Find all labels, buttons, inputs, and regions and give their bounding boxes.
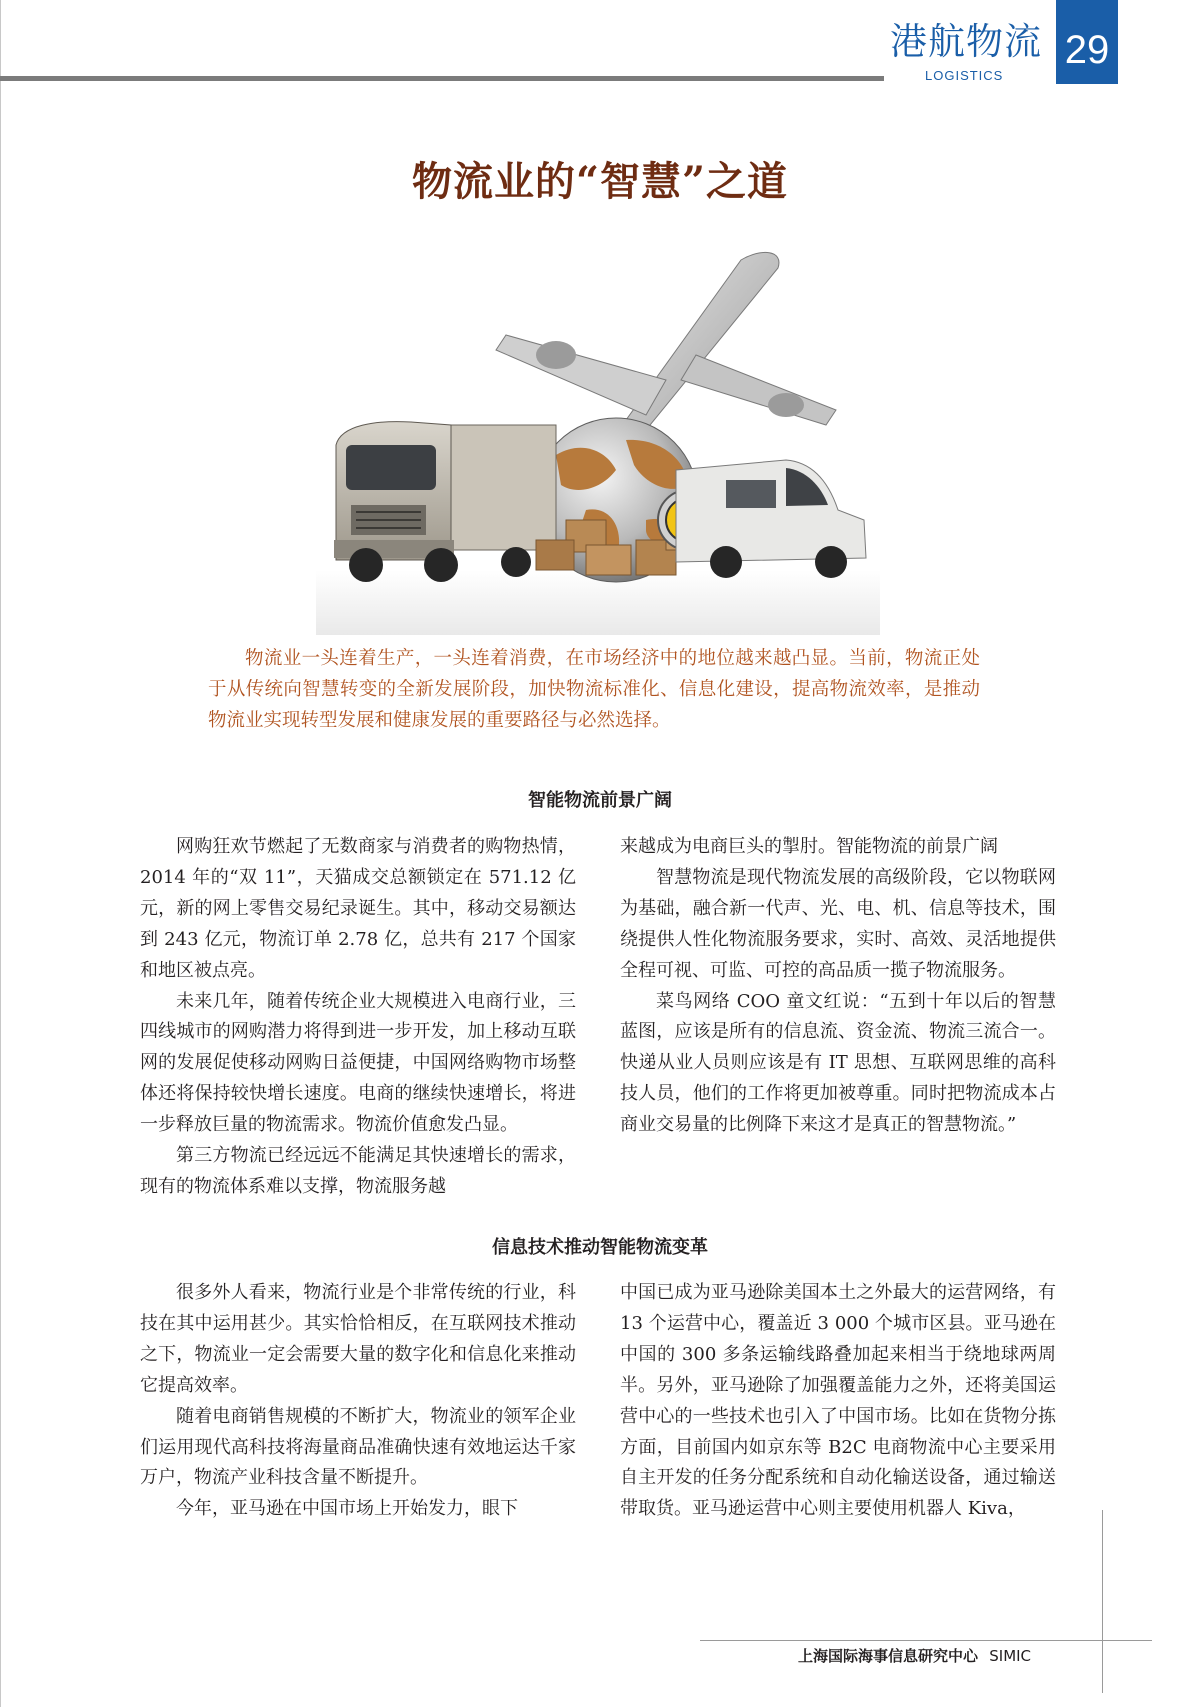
section2-left-column [140, 1278, 576, 1525]
magazine-title: 港航物流 [890, 20, 1042, 63]
section-heading-1: 智能物流前景广阔 [528, 790, 672, 811]
footer-organization: 上海国际海事信息研究中心 [798, 1647, 979, 1665]
footer [798, 1645, 1031, 1666]
paragraph: 未来几年，随着传统企业大规模进入电商行业，三四线城市的网购潜力将得到进一步开发，加上移动互联网的发展促使移动网购日益便捷，中国网络购物市场整体还将保持较快增长速度。电商的继续快速增长，将进一步释放巨量的物流需求。物流价值愈发凸显。 [140, 990, 576, 1136]
paragraph: 随着电商销售规模的不断扩大，物流业的领军企业们运用现代高科技将海量商品准确快速有效地运达千家万户，物流产业科技含量不断提升。 [140, 1405, 576, 1489]
paragraph: 菜鸟网络 COO 童文红说：“五到十年以后的智慧蓝图，应该是所有的信息流、资金流、物流三流合一。快递从业人员则应该是有 IT 思想、互联网思维的高科技人员，他们的工作将更加被尊重。同时把物流成本占商业交易量的比例降下来这才是真正的智慧物流。” [620, 990, 1056, 1136]
paragraph: 网购狂欢节燃起了无数商家与消费者的购物热情，2014 年的“双 11”，天猫成交总额锁定在 571.12 亿元，新的网上零售交易纪录诞生。其中，移动交易额达到 243 亿元，物流订单 2.78 亿，总共有 217 个国家和地区被点亮。 [140, 836, 576, 981]
article-title: 物流业的“智慧”之道 [411, 158, 788, 205]
lead-paragraph: 物流业一头连着生产，一头连着消费，在市场经济中的地位越来越凸显。当前，物流正处于从传统向智慧转变的全新发展阶段，加快物流标准化、信息化建设，提高物流效率，是推动物流业实现转型发展和健康发展的重要路径与必然选择。 [208, 648, 980, 731]
van-icon [676, 460, 866, 578]
footer-vertical-rule [1102, 1510, 1103, 1693]
paragraph-continued: 来越成为电商巨头的掣肘。智能物流的前景广阔 [620, 836, 998, 857]
paragraph: 很多外人看来，物流行业是个非常传统的行业，科技在其中运用甚少。其实恰恰相反，在互联网技术推动之下，物流业一定会需要大量的数字化和信息化来推动它提高效率。 [140, 1282, 576, 1396]
truck-icon [334, 422, 556, 582]
magazine-subtitle: LOGISTICS [925, 68, 1004, 83]
section1-left-column [140, 832, 576, 1203]
section2-right-column [620, 1278, 1056, 1525]
section-heading-2: 信息技术推动智能物流变革 [492, 1237, 708, 1258]
paragraph-continued: 中国已成为亚马逊除美国本土之外最大的运营网络，有 13 个运营中心，覆盖近 3 000 个城市区县。亚马逊在中国的 300 多条运输线路叠加起来相当于绕地球两周半。另外，亚马逊除了加强覆盖能力之外，还将美国运营中心的一些技术也引入了中国市场。比如在货物分拣方面，目前国内如京东等 B2C 电商物流中心主要采用自主开发的任务分配系统和自动化输送设备，通过输送带取货。亚马逊运营中心则主要使用机器人 Kiva， [620, 1282, 1056, 1520]
article-lead [208, 643, 980, 736]
section1-right-column [620, 832, 1056, 1141]
footer-rule [700, 1640, 1152, 1641]
paragraph: 第三方物流已经远远不能满足其快速增长的需求，现有的物流体系难以支撑，物流服务越 [140, 1145, 576, 1197]
header-rule [0, 76, 884, 81]
hero-logistics-image [316, 240, 880, 635]
footer-abbr: SIMIC [989, 1647, 1032, 1665]
paragraph: 智慧物流是现代物流发展的高级阶段，它以物联网为基础，融合新一代声、光、电、机、信息等技术，围绕提供人性化物流服务要求，实时、高效、灵活地提供全程可视、可监、可控的高品质一揽子物流服务。 [620, 866, 1056, 981]
page-number: 29 [1056, 0, 1118, 84]
paragraph: 今年，亚马逊在中国市场上开始发力，眼下 [176, 1498, 518, 1520]
